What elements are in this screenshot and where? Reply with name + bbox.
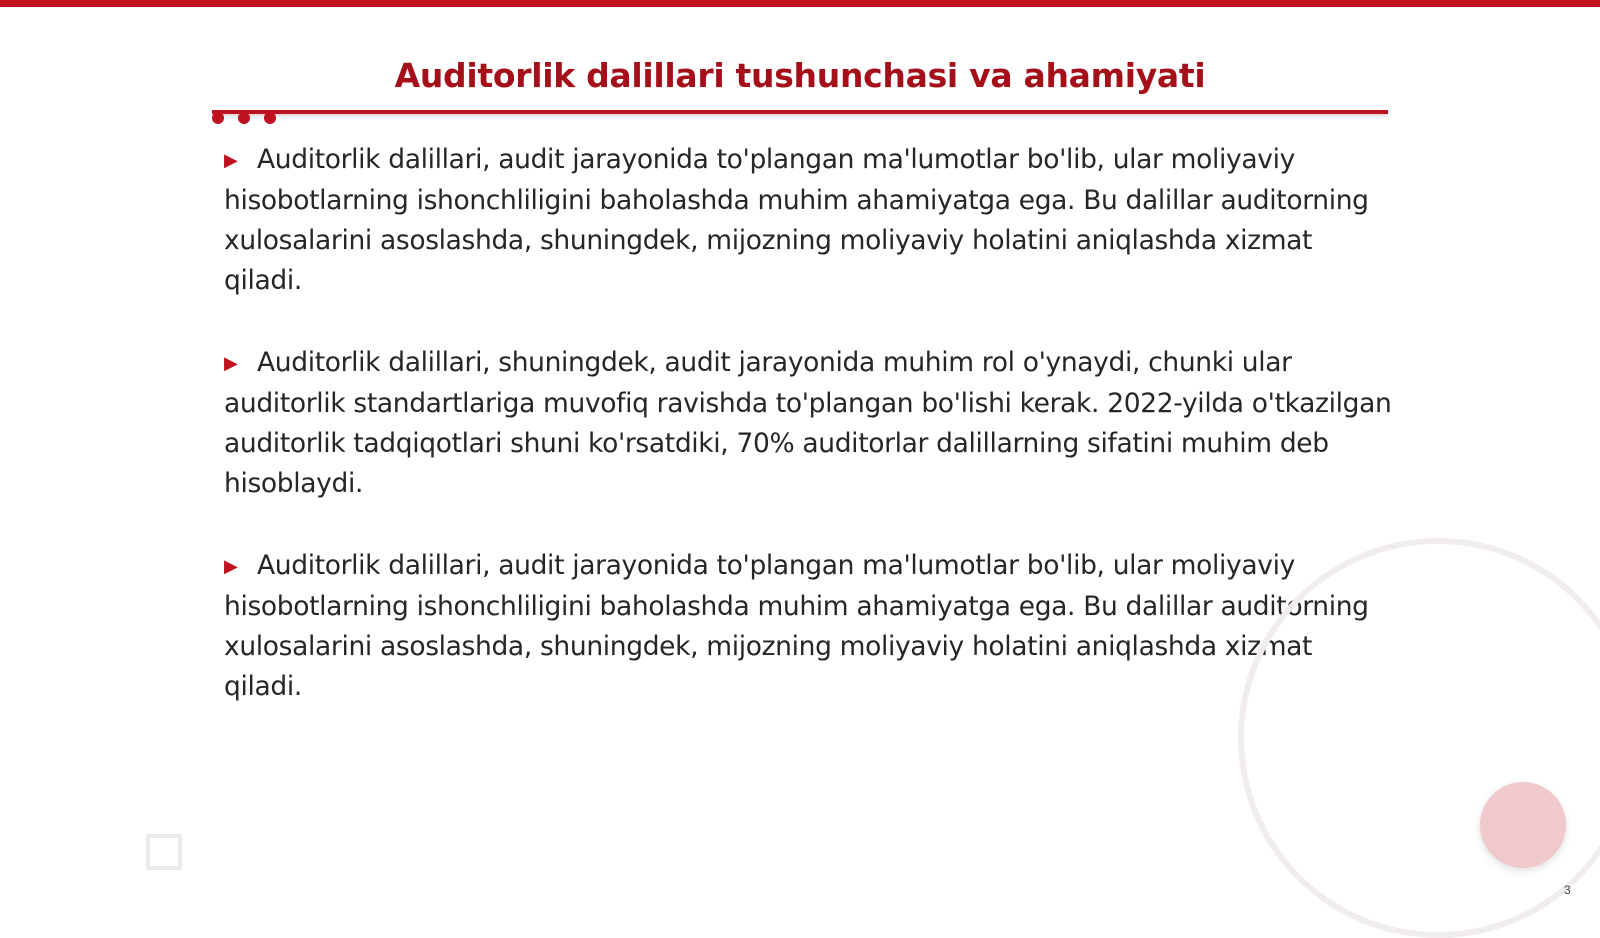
decorative-dot bbox=[238, 112, 250, 124]
bullet-item bbox=[224, 546, 1394, 707]
slide-page-number: 3 bbox=[1564, 883, 1571, 897]
title-underline bbox=[212, 110, 1388, 114]
bullet-list bbox=[224, 140, 1394, 749]
slide-title: Auditorlik dalillari tushunchasi va ahamiyati bbox=[394, 56, 1206, 95]
triangle-bullet-icon: ▶ bbox=[224, 556, 238, 577]
bullet-text: Auditorlik dalillari, audit jarayonida to'plangan ma'lumotlar bo'lib, ular moliyaviy hisobotlarning ishonchliligini baholashda muhim ahamiyatga ega. Bu dalillar auditorning xulosalarini asoslashda, shuningdek, mijozning moliyaviy holatini aniqlashda xizmat qiladi. bbox=[224, 550, 1369, 702]
bullet-item bbox=[224, 343, 1394, 504]
top-accent-bar bbox=[0, 0, 1600, 7]
decorative-pink-circle bbox=[1480, 782, 1566, 868]
decorative-dot bbox=[264, 112, 276, 124]
bullet-item bbox=[224, 140, 1394, 301]
bullet-text: Auditorlik dalillari, audit jarayonida to'plangan ma'lumotlar bo'lib, ular moliyaviy hisobotlarning ishonchliligini baholashda muhim ahamiyatga ega. Bu dalillar auditorning xulosalarini asoslashda, shuningdek, mijozning moliyaviy holatini aniqlashda xizmat qiladi. bbox=[224, 144, 1369, 296]
decorative-square-outline bbox=[146, 834, 182, 870]
triangle-bullet-icon: ▶ bbox=[224, 353, 238, 374]
bullet-text: Auditorlik dalillari, shuningdek, audit jarayonida muhim rol o'ynaydi, chunki ular auditorlik standartlariga muvofiq ravishda to'plangan bo'lishi kerak. 2022-yilda o'tkazilgan auditorlik tadqiqotlari shuni ko'rsatdiki, 70% auditorlar dalillarning sifatini muhim deb hisoblaydi. bbox=[224, 347, 1392, 499]
triangle-bullet-icon: ▶ bbox=[224, 150, 238, 171]
decorative-dot bbox=[212, 112, 224, 124]
